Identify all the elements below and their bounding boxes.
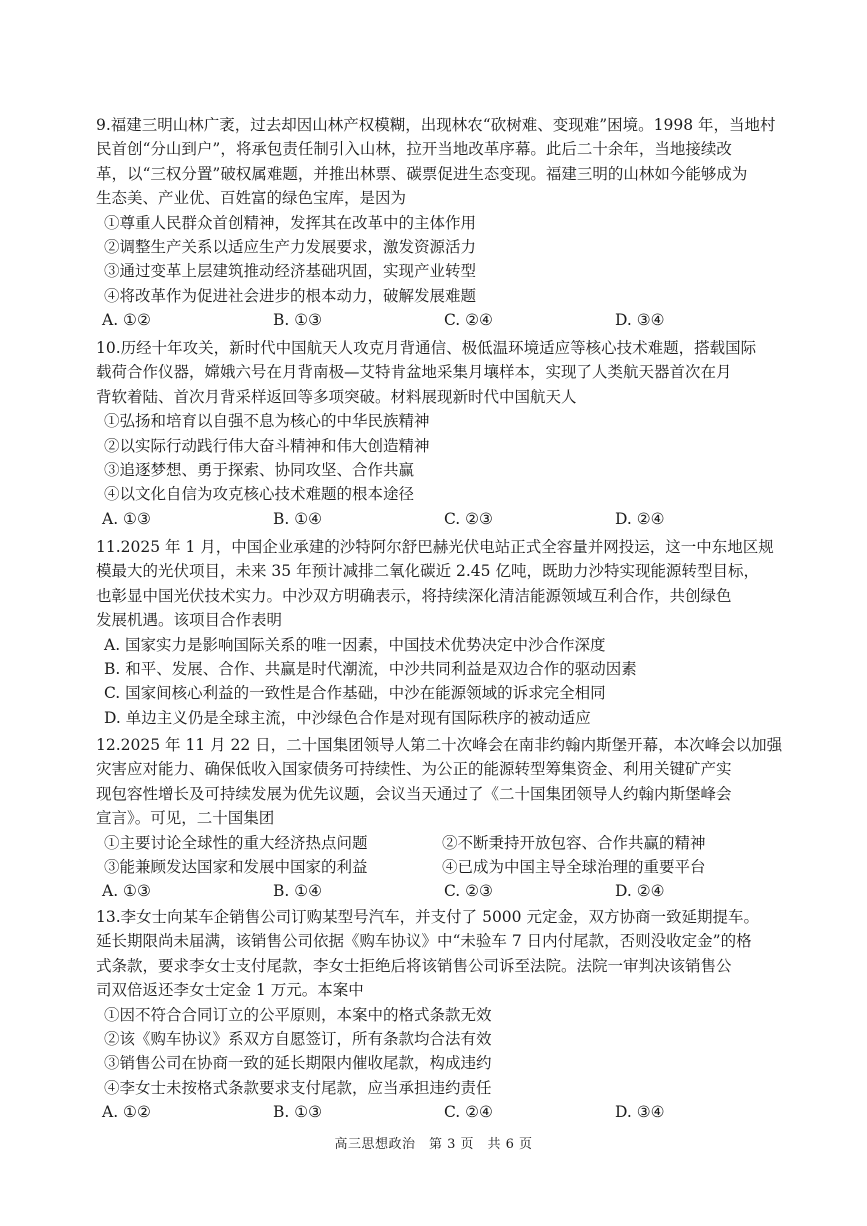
statement-3: ③能兼顾发达国家和发展中国家的利益 (104, 857, 368, 876)
stem-line: 式条款，要求李女士支付尾款，李女士拒绝后将该销售公司诉至法院。法院一审判决该销售公 (96, 956, 732, 975)
stem-line: 宣言》。可见，二十国集团 (96, 809, 275, 828)
stem-line: 模最大的光伏项目，未来 35 年预计减排二氧化碳近 2.45 亿吨，既助力沙特实现能源转型目标， (96, 562, 759, 581)
statement-2: ②以实际行动践行伟大奋斗精神和伟大创造精神 (104, 436, 430, 455)
choice-c: C. ②③ (444, 509, 493, 528)
choice-b: B. ①③ (273, 1103, 323, 1122)
stem-line: 13.李女士向某车企销售公司订购某型号汽车，并支付了 5000 元定金，双方协商一致延期提车。 (96, 908, 759, 926)
option-c: C. 国家间核心利益的一致性是合作基础，中沙在能源领域的诉求完全相同 (104, 684, 606, 703)
answer-choices (96, 507, 796, 531)
question-9 (96, 113, 796, 333)
choice-d: D. ③④ (615, 1103, 665, 1122)
choice-c: C. ②④ (444, 311, 493, 330)
stem-line: 10.历经十年攻关，新时代中国航天人攻克月背通信、极低温环境适应等核心技术难题，搭载国际 (96, 339, 757, 357)
question-10 (96, 336, 796, 531)
stem-line: 9.福建三明山林广袤，过去却因山林产权模糊，出现林农“砍树难、变现难”困境。1998 年，当地村 (96, 116, 776, 134)
choice-c: C. ②③ (444, 882, 493, 901)
question-9-stem (96, 113, 796, 211)
choice-a: A. ①② (102, 1103, 151, 1122)
question-12 (96, 733, 796, 904)
stem-line: 发展机遇。该项目合作表明 (96, 611, 283, 630)
statement-1: ①主要讨论全球性的重大经济热点问题 (104, 833, 368, 852)
choice-b: B. ①④ (273, 882, 323, 901)
choice-a: A. ①② (102, 311, 151, 330)
option-b: B. 和平、发展、合作、共赢是时代潮流，中沙共同利益是双边合作的驱动因素 (104, 659, 637, 678)
statement-4: ④将改革作为促进社会进步的根本动力，破解发展难题 (104, 286, 477, 305)
stem-line: 生态美、产业优、百姓富的绿色宝库，是因为 (96, 189, 407, 208)
stem-line: 背软着陆、首次月背采样返回等多项突破。材料展现新时代中国航天人 (96, 387, 577, 406)
choice-d: D. ③④ (615, 311, 665, 330)
choice-d: D. ②④ (615, 882, 665, 901)
option-d: D. 单边主义仍是全球主流，中沙绿色合作是对现有国际秩序的被动适应 (104, 708, 591, 727)
stem-line: 革，以“三权分置”破权属难题，并推出林票、碳票促进生态变现。福建三明的山林如今能够成为 (96, 164, 748, 183)
statement-3: ③追逐梦想、勇于探索、协同攻坚、合作共赢 (104, 460, 415, 479)
statement-row (96, 855, 796, 879)
statement-row (96, 831, 796, 855)
stem-line: 现包容性增长及可持续发展为优先议题，会议当天通过了《二十国集团领导人约翰内斯堡峰会 (96, 784, 732, 803)
stem-line: 12.2025 年 11 月 22 日，二十国集团领导人第二十次峰会在南非约翰内斯堡开幕，本次峰会以加强 (96, 736, 783, 754)
statement-2: ②不断秉持开放包容、合作共赢的精神 (442, 833, 706, 852)
statement-4: ④李女士未按格式条款要求支付尾款，应当承担违约责任 (104, 1078, 492, 1097)
option-a: A. 国家实力是影响国际关系的唯一因素，中国技术优势决定中沙合作深度 (104, 635, 606, 654)
stem-line: 载荷合作仪器，嫦娥六号在月背南极—艾特肯盆地采集月壤样本，实现了人类航天器首次在月 (96, 363, 732, 382)
answer-choices (96, 879, 796, 903)
question-12-stem (96, 733, 796, 831)
statement-4: ④已成为中国主导全球治理的重要平台 (442, 857, 706, 876)
choice-a: A. ①③ (102, 509, 151, 528)
page-footer: 高三思想政治 第 3 页 共 6 页 (334, 1137, 533, 1152)
choice-a: A. ①③ (102, 882, 151, 901)
statement-1: ①因不符合合同订立的公平原则，本案中的格式条款无效 (104, 1005, 492, 1024)
question-10-stem (96, 336, 796, 409)
answer-choices (96, 1100, 796, 1124)
statement-3: ③通过变革上层建筑推动经济基础巩固，实现产业转型 (104, 262, 477, 281)
stem-line: 司双倍返还李女士定金 1 万元。本案中 (96, 981, 364, 1000)
statement-2: ②该《购车协议》系双方自愿签订，所有条款均合法有效 (104, 1029, 492, 1048)
stem-line: 民首创“分山到户”，将承包责任制引入山林，拉开当地改革序幕。此后二十余年，当地接续改 (96, 140, 732, 159)
answer-choices (96, 308, 796, 332)
question-11-stem (96, 535, 796, 633)
choice-b: B. ①④ (273, 509, 323, 528)
choice-c: C. ②④ (444, 1103, 493, 1122)
question-11 (96, 535, 796, 730)
question-13 (96, 905, 796, 1125)
stem-line: 灾害应对能力、确保低收入国家债务可持续性、为公正的能源转型筹集资金、利用关键矿产实 (96, 760, 732, 779)
statement-1: ①尊重人民群众首创精神，发挥其在改革中的主体作用 (104, 213, 477, 232)
statement-1: ①弘扬和培育以自强不息为核心的中华民族精神 (104, 412, 430, 431)
statement-4: ④以文化自信为攻克核心技术难题的根本途径 (104, 485, 415, 504)
choice-d: D. ②④ (615, 509, 665, 528)
question-13-stem (96, 905, 796, 1003)
stem-line: 也彰显中国光伏技术实力。中沙双方明确表示，将持续深化清洁能源领域互利合作，共创绿色 (96, 586, 732, 605)
choice-b: B. ①③ (273, 311, 323, 330)
stem-line: 11.2025 年 1 月，中国企业承建的沙特阿尔舒巴赫光伏电站正式全容量并网投运，这一中东地区规 (96, 538, 774, 556)
statement-3: ③销售公司在协商一致的延长期限内催收尾款，构成违约 (104, 1054, 492, 1073)
stem-line: 延长期限尚未届满，该销售公司依据《购车协议》中“未验车 7 日内付尾款，否则没收定金”的格 (96, 932, 752, 951)
statement-2: ②调整生产关系以适应生产力发展要求，激发资源活力 (104, 237, 477, 256)
